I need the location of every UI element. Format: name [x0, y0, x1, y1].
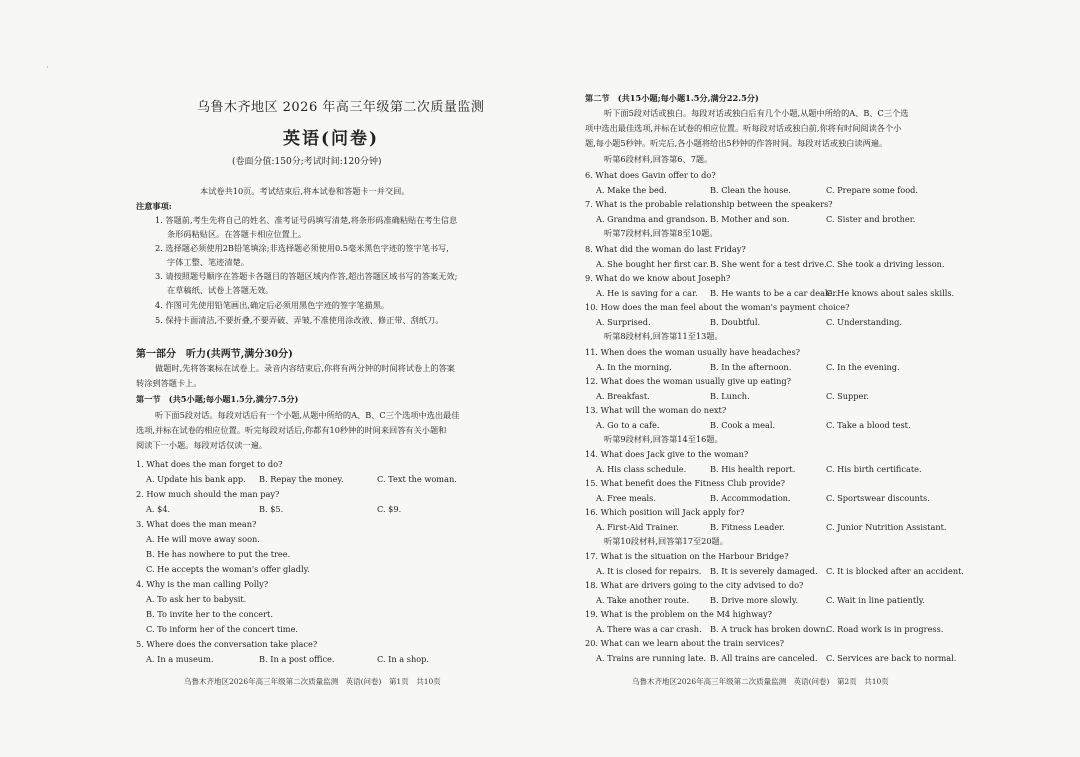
question: 11. When does the woman usually have headaches? [585, 347, 801, 357]
option-a: A. Breakfast. [596, 391, 650, 401]
notice-line: 1. 答题前,考生先将自己的姓名、准考证号码填写清楚,将条形码准确粘贴在考生信息 [155, 215, 458, 225]
section2-instruction: 项中选出最佳选项,并标在试卷的相应位置。听每段对话或独白前,你将有时间阅读各个小 [585, 123, 902, 133]
material-intro: 听第9段材料,回答第14至16题。 [604, 434, 723, 444]
page-footer: 乌鲁木齐地区2026年高三年级第二次质量监测 英语(问卷) 第2页 共10页 [632, 677, 889, 686]
material-intro: 听第7段材料,回答第8至10题。 [604, 228, 718, 238]
question: 13. What will the woman do next? [585, 405, 727, 415]
option-c: C. Wait in line patiently. [826, 595, 925, 605]
option-c: C. Prepare some food. [826, 185, 919, 195]
right-page [540, 0, 1080, 757]
question: 7. What is the probable relationship between the speakers? [585, 199, 833, 209]
section1-instruction: 阅读下一小题。每段对话仅读一遍。 [136, 440, 268, 450]
scan-mark: · [46, 63, 49, 73]
option-b: B. Doubtful. [710, 317, 761, 327]
question: 18. What are drivers going to the city advised to do? [585, 580, 804, 590]
question: 17. What is the situation on the Harbour Bridge? [585, 551, 789, 561]
option-b: B. Mother and son. [710, 214, 790, 224]
option-c: C. He accepts the woman's offer gladly. [146, 564, 310, 574]
material-intro: 听第6段材料,回答第6、7题。 [604, 154, 713, 164]
question: 5. Where does the conversation take place? [136, 639, 318, 649]
option-a: A. She bought her first car. [596, 259, 709, 269]
option-b: B. To invite her to the concert. [146, 609, 273, 619]
section1-instruction: 选项,并标在试卷的相应位置。听完每段对话后,你都有10秒钟的时间来回答有关小题和 [136, 425, 447, 435]
section2-instruction: 听下面5段对话或独白。每段对话或独白后有几个小题,从题中所给的A、B、C三个选 [604, 108, 909, 118]
option-b: B. Accommodation. [710, 493, 791, 503]
page-footer: 乌鲁木齐地区2026年高三年级第二次质量监测 英语(问卷) 第1页 共10页 [184, 677, 441, 686]
option-a: A. Grandma and grandson. [596, 214, 708, 224]
option-c: C. Text the woman. [377, 474, 457, 484]
option-b: B. Clean the house. [710, 185, 791, 195]
option-a: A. He will move away soon. [146, 534, 260, 544]
option-b: B. Cook a meal. [710, 420, 776, 430]
option-c: C. He knows about sales skills. [826, 288, 955, 298]
option-a: A. Take another route. [596, 595, 690, 605]
question: 3. What does the man mean? [136, 519, 257, 529]
option-a: A. In the morning. [596, 362, 672, 372]
part1-instruction: 转涂到答题卡上。 [136, 378, 202, 388]
option-c: C. Junior Nutrition Assistant. [826, 522, 947, 532]
option-b: B. In a post office. [259, 654, 335, 664]
option-a: A. To ask her to babysit. [146, 594, 247, 604]
option-a: A. There was a car crash. [596, 624, 702, 634]
notice-line: 3. 请按照题号顺序在答题卡各题目的答题区域内作答,超出答题区域书写的答案无效; [155, 271, 458, 281]
option-b: B. Repay the money. [259, 474, 344, 484]
question: 16. Which position will Jack apply for? [585, 507, 745, 517]
option-b: B. All trains are canceled. [710, 653, 818, 663]
option-a: A. First-Aid Trainer. [596, 522, 679, 532]
option-c: C. In a shop. [377, 654, 430, 664]
option-a: A. Go to a cafe. [596, 420, 660, 430]
option-a: A. It is closed for repairs. [596, 566, 702, 576]
option-c: C. Understanding. [826, 317, 902, 327]
option-a: A. In a museum. [146, 654, 214, 664]
option-b: B. He wants to be a car dealer. [710, 288, 839, 298]
question: 9. What do we know about Joseph? [585, 273, 731, 283]
notice-line: 4. 作图可先使用铅笔画出,确定后必须用黑色字迹的签字笔描黑。 [155, 300, 390, 310]
option-c: C. Services are back to normal. [826, 653, 957, 663]
option-c: C. Take a blood test. [826, 420, 911, 430]
part1-title: 第一部分 听力(共两节,满分30分) [136, 349, 293, 360]
question: 10. How does the man feel about the woman's payment choice? [585, 302, 850, 312]
option-c: C. Sportswear discounts. [826, 493, 930, 503]
option-c: C. To inform her of the concert time. [146, 624, 299, 634]
option-c: C. Road work is in progress. [826, 624, 944, 634]
question: 14. What does Jack give to the woman? [585, 449, 749, 459]
notice-title: 注意事项: [136, 201, 172, 211]
option-a: A. $4. [146, 504, 171, 514]
material-intro: 听第8段材料,回答第11至13题。 [604, 331, 723, 341]
notice-line: 在草稿纸、试卷上答题无效。 [167, 285, 274, 295]
option-c: C. Supper. [826, 391, 870, 401]
question: 19. What is the problem on the M4 highway? [585, 609, 772, 619]
option-a: A. His class schedule. [596, 464, 687, 474]
notice-line: 2. 选择题必须使用2B铅笔填涂;非选择题必须使用0.5毫米黑色字迹的签字笔书写, [155, 243, 449, 253]
option-b: B. Drive more slowly. [710, 595, 798, 605]
option-b: B. It is severely damaged. [710, 566, 818, 576]
exam-title: 乌鲁木齐地区 2026 年高三年级第二次质量监测 [197, 100, 485, 115]
question: 1. What does the man forget to do? [136, 459, 283, 469]
option-b: B. Lunch. [710, 391, 750, 401]
question: 12. What does the woman usually give up eating? [585, 376, 792, 386]
section1-instruction: 听下面5段对话。每段对话后有一个小题,从题中所给的A、B、C三个选项中选出最佳 [155, 410, 460, 420]
subject-title: 英语(问卷) [283, 129, 380, 149]
material-intro: 听第10段材料,回答第17至20题。 [604, 536, 728, 546]
option-c: C. It is blocked after an accident. [826, 566, 964, 576]
question: 4. Why is the man calling Polly? [136, 579, 269, 589]
option-b: B. Fitness Leader. [710, 522, 785, 532]
question: 6. What does Gavin offer to do? [585, 170, 716, 180]
section2-instruction: 题,每小题5秒钟。听完后,各小题将给出5秒钟的作答时间。每段对话或独白读两遍。 [585, 138, 888, 148]
part1-instruction: 做题时,先将答案标在试卷上。录音内容结束后,你将有两分钟的时间将试卷上的答案 [155, 363, 455, 373]
exam-info: (卷面分值:150分;考试时间:120分钟) [232, 157, 382, 167]
option-b: B. She went for a test drive. [710, 259, 827, 269]
question: 8. What did the woman do last Friday? [585, 244, 746, 254]
option-c: C. She took a driving lesson. [826, 259, 945, 269]
notice-line: 字体工整、笔迹清楚。 [167, 257, 249, 267]
section2-title: 第二节 (共15小题;每小题1.5分,满分22.5分) [585, 93, 759, 103]
intro-text: 本试卷共10页。考试结束后,将本试卷和答题卡一并交回。 [200, 186, 410, 196]
option-b: B. A truck has broken down. [710, 624, 829, 634]
option-c: C. His birth certificate. [826, 464, 922, 474]
option-a: A. He is saving for a car. [596, 288, 698, 298]
question: 20. What can we learn about the train services? [585, 638, 785, 648]
notice-line: 条形码粘贴区。在答题卡相应位置上。 [167, 229, 307, 239]
option-c: C. $9. [377, 504, 402, 514]
notice-line: 5. 保持卡面清洁,不要折叠,不要弄破、弄皱,不准使用涂改液、修正带、刮纸刀。 [155, 315, 444, 325]
option-b: B. He has nowhere to put the tree. [146, 549, 291, 559]
option-c: C. Sister and brother. [826, 214, 916, 224]
option-a: A. Trains are running late. [596, 653, 707, 663]
option-b: B. His health report. [710, 464, 796, 474]
option-a: A. Surprised. [596, 317, 651, 327]
option-a: A. Make the bed. [596, 185, 667, 195]
option-a: A. Free meals. [596, 493, 656, 503]
question: 15. What benefit does the Fitness Club provide? [585, 478, 785, 488]
question: 2. How much should the man pay? [136, 489, 280, 499]
section1-title: 第一节 (共5小题;每小题1.5分,满分7.5分) [136, 394, 299, 404]
option-a: A. Update his bank app. [146, 474, 246, 484]
option-b: B. $5. [259, 504, 284, 514]
option-b: B. In the afternoon. [710, 362, 792, 372]
option-c: C. In the evening. [826, 362, 900, 372]
